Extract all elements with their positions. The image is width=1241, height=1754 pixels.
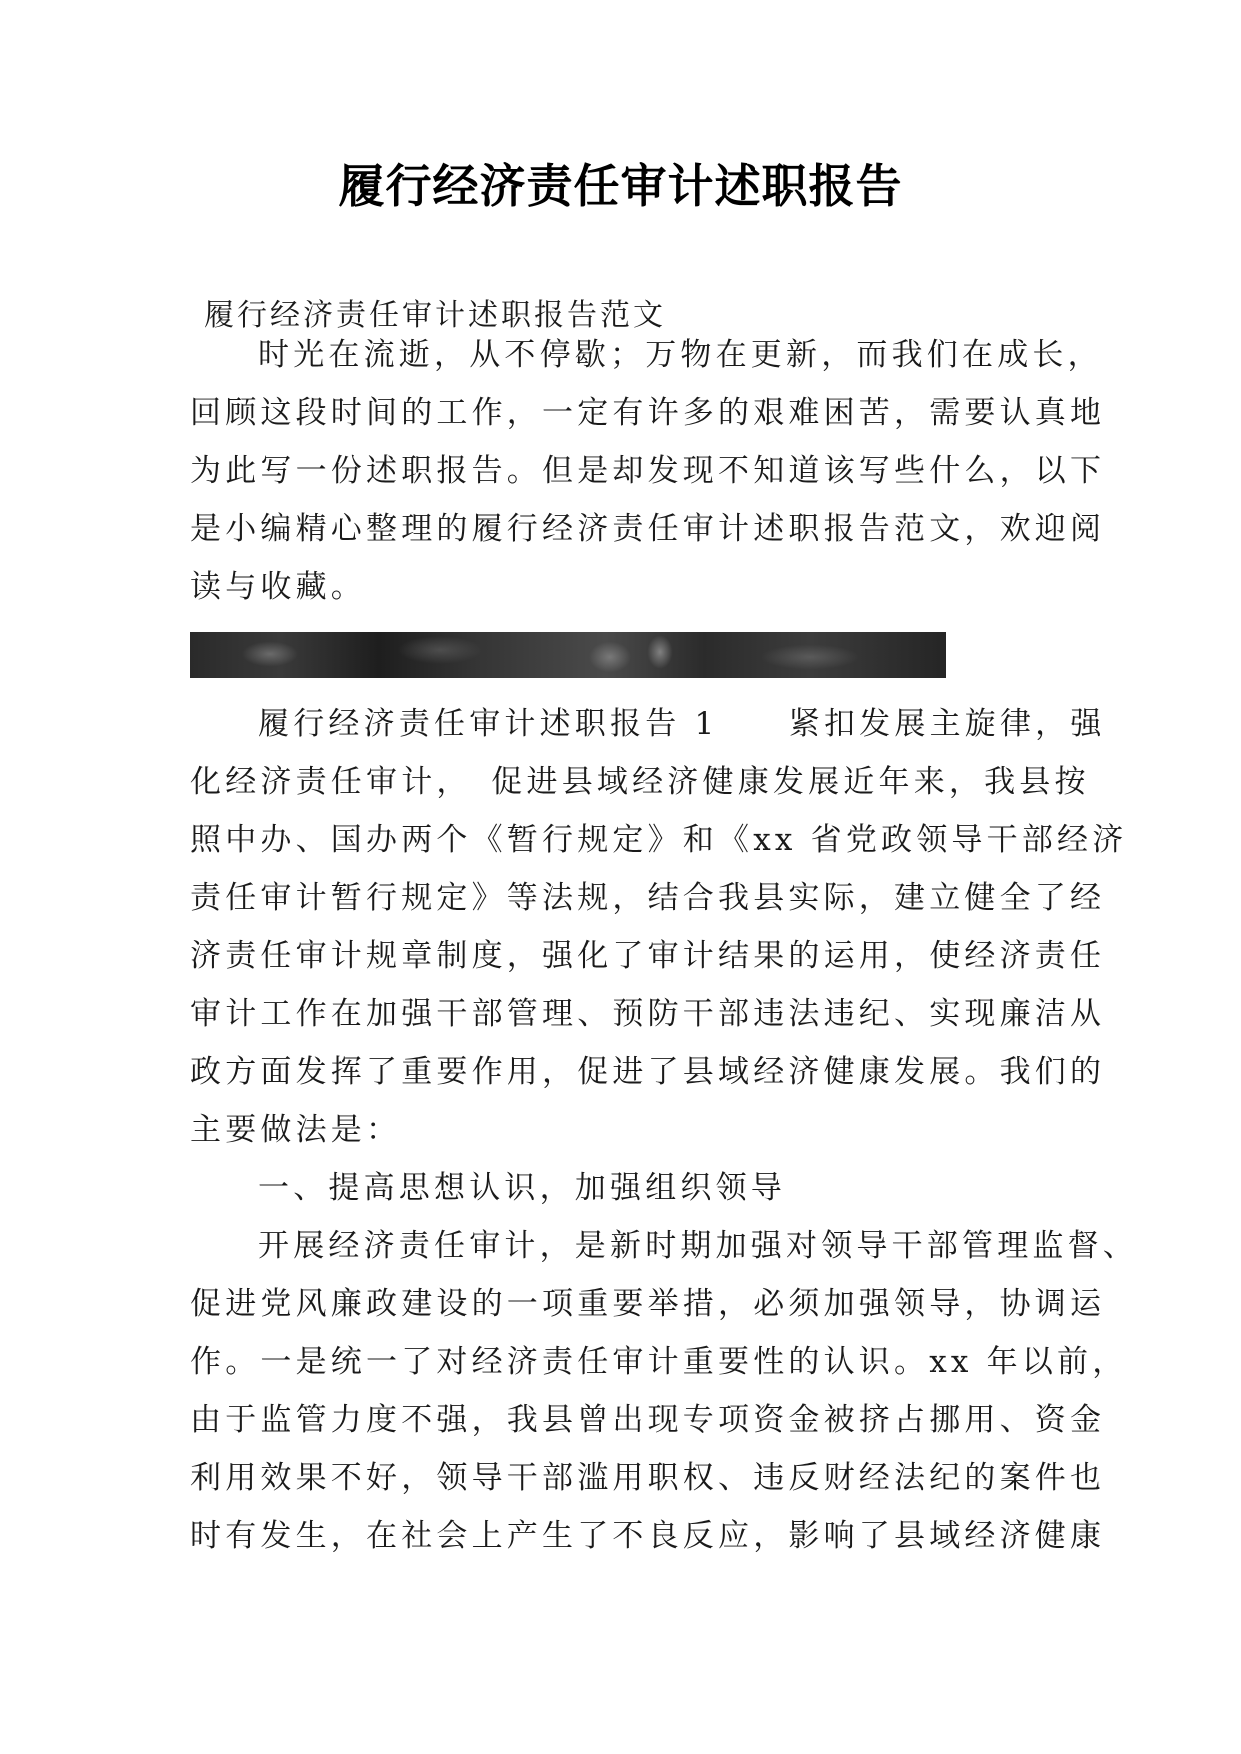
paragraph-line: 作。一是统一了对经济责任审计重要性的认识。xx 年以前， [190, 1344, 1128, 1380]
section-heading: 一、提高思想认识，加强组织领导 [258, 1170, 786, 1206]
paragraph-line: 读与收藏。 [190, 569, 366, 605]
paragraph-line: 主要做法是： [190, 1112, 402, 1148]
paragraph-line: 化经济责任审计， 促进县域经济健康发展近年来，我县按 [190, 764, 1090, 800]
paragraph-line: 由于监管力度不强，我县曾出现专项资金被挤占挪用、资金 [190, 1402, 1106, 1438]
paragraph-line: 履行经济责任审计述职报告 1 紧扣发展主旋律，强 [258, 706, 1106, 742]
paragraph-line: 时光在流逝，从不停歇；万物在更新，而我们在成长， [258, 337, 1103, 373]
paragraph-line: 政方面发挥了重要作用，促进了县域经济健康发展。我们的 [190, 1054, 1106, 1090]
document-title: 履行经济责任审计述职报告 [338, 159, 903, 213]
paragraph-line: 审计工作在加强干部管理、预防干部违法违纪、实现廉洁从 [190, 996, 1106, 1032]
decorative-image [190, 632, 946, 678]
paragraph-line: 责任审计暂行规定》等法规，结合我县实际，建立健全了经 [190, 880, 1106, 916]
paragraph-line: 开展经济责任审计，是新时期加强对领导干部管理监督、 [258, 1228, 1138, 1264]
paragraph-line: 利用效果不好，领导干部滥用职权、违反财经法纪的案件也 [190, 1460, 1106, 1496]
paragraph-line: 为此写一份述职报告。但是却发现不知道该写些什么，以下 [190, 453, 1106, 489]
paragraph-line: 回顾这段时间的工作，一定有许多的艰难困苦，需要认真地 [190, 395, 1106, 431]
paragraph-line: 时有发生，在社会上产生了不良反应，影响了县域经济健康 [190, 1518, 1106, 1554]
paragraph-line: 促进党风廉政建设的一项重要举措，必须加强领导，协调运 [190, 1286, 1106, 1322]
paragraph-line: 照中办、国办两个《暂行规定》和《xx 省党政领导干部经济 [190, 822, 1128, 858]
paragraph-line: 济责任审计规章制度，强化了审计结果的运用，使经济责任 [190, 938, 1106, 974]
document-subtitle: 履行经济责任审计述职报告范文 [204, 298, 666, 333]
paragraph-line: 是小编精心整理的履行经济责任审计述职报告范文，欢迎阅 [190, 511, 1106, 547]
